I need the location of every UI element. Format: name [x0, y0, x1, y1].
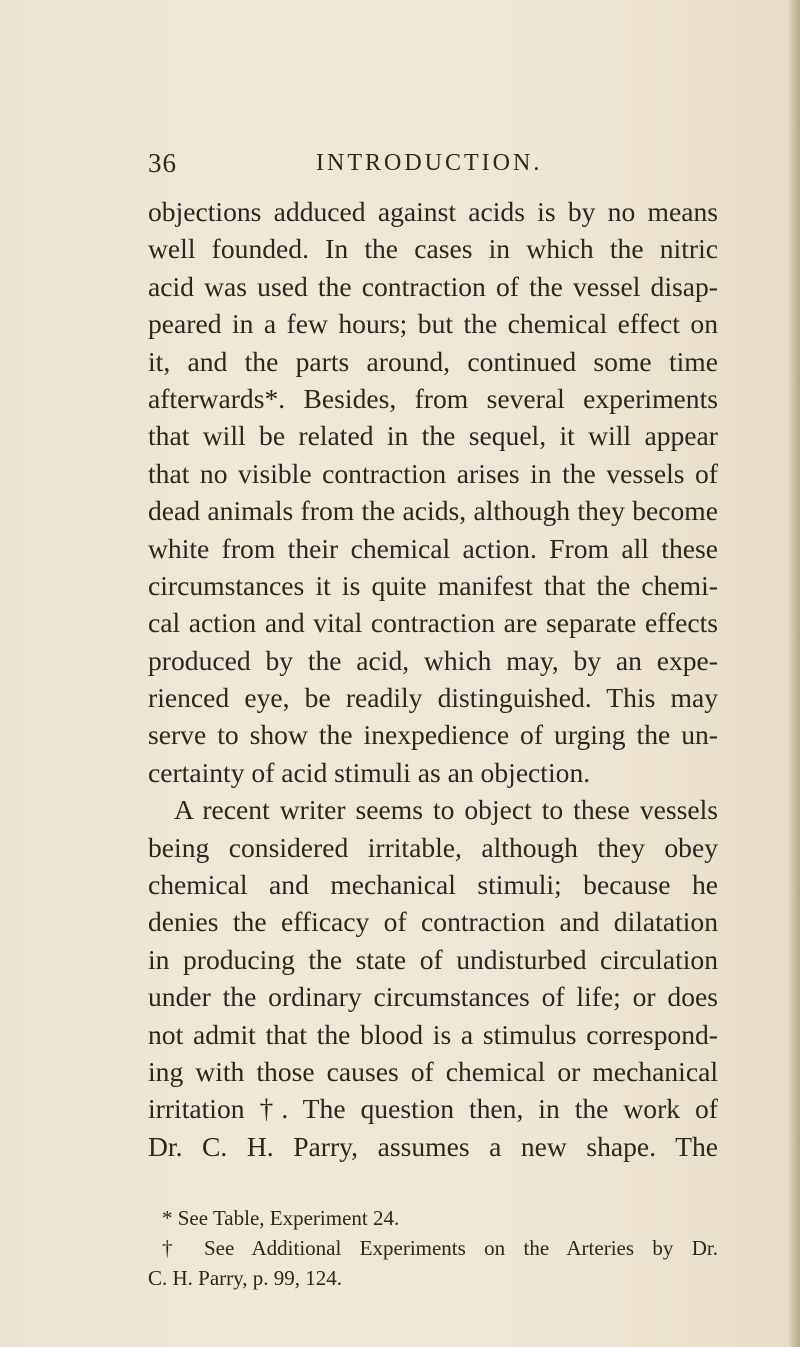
- text-line: cal action and vital contraction are separate effects: [148, 607, 718, 639]
- text-line: it, and the parts around, continued some time: [148, 345, 718, 377]
- text-line: not admit that the blood is a stimulus correspond-: [148, 1018, 718, 1050]
- text-line: produced by the acid, which may, by an expe-: [148, 644, 718, 676]
- text-line: being considered irritable, although they obey: [148, 831, 718, 863]
- text-line: ing with those causes of chemical or mechanical: [148, 1055, 718, 1087]
- body-text: [148, 193, 718, 1165]
- footnote-line: C. H. Parry, p. 99, 124.: [148, 1266, 343, 1290]
- text-line: under the ordinary circumstances of life; or does: [148, 981, 718, 1013]
- text-line: Dr. C. H. Parry, assumes a new shape. The: [148, 1130, 718, 1162]
- text-line: rienced eye, be readily distinguished. This may: [148, 682, 718, 714]
- text-line: acid was used the contraction of the vessel disap-: [148, 270, 718, 302]
- text-line: certainty of acid stimuli as an objection.: [148, 756, 591, 788]
- text-line: chemical and mechanical stimuli; because he: [148, 869, 718, 901]
- page-edge-shadow: [788, 0, 800, 1347]
- text-line: in producing the state of undisturbed circulation: [148, 943, 718, 975]
- text-line: denies the efficacy of contraction and dilatation: [148, 906, 718, 938]
- text-line: A recent writer seems to object to these vessels: [174, 794, 718, 826]
- text-line: irritation †. The question then, in the work of: [148, 1093, 718, 1125]
- running-head: INTRODUCTION.: [316, 150, 543, 176]
- text-line: objections adduced against acids is by no means: [148, 196, 718, 227]
- text-line: peared in a few hours; but the chemical effect on: [148, 308, 718, 340]
- text-line: serve to show the inexpedience of urging the un-: [148, 719, 718, 751]
- text-line: afterwards*. Besides, from several experiments: [148, 382, 718, 414]
- text-line: circumstances it is quite manifest that the chemi-: [148, 569, 718, 601]
- footnote-line: † See Additional Experiments on the Arteries by Dr.: [162, 1236, 718, 1260]
- text-line: white from their chemical action. From all these: [148, 532, 718, 564]
- page-number: 36: [148, 148, 177, 178]
- footnote-line: * See Table, Experiment 24.: [162, 1206, 400, 1230]
- text-line: that will be related in the sequel, it will appear: [148, 420, 718, 452]
- text-line: that no visible contraction arises in the vessels of: [148, 457, 718, 489]
- text-line: dead animals from the acids, although they become: [148, 495, 718, 527]
- page-header: [148, 148, 718, 188]
- text-line: well founded. In the cases in which the nitric: [148, 233, 718, 265]
- footnotes: [148, 1203, 718, 1293]
